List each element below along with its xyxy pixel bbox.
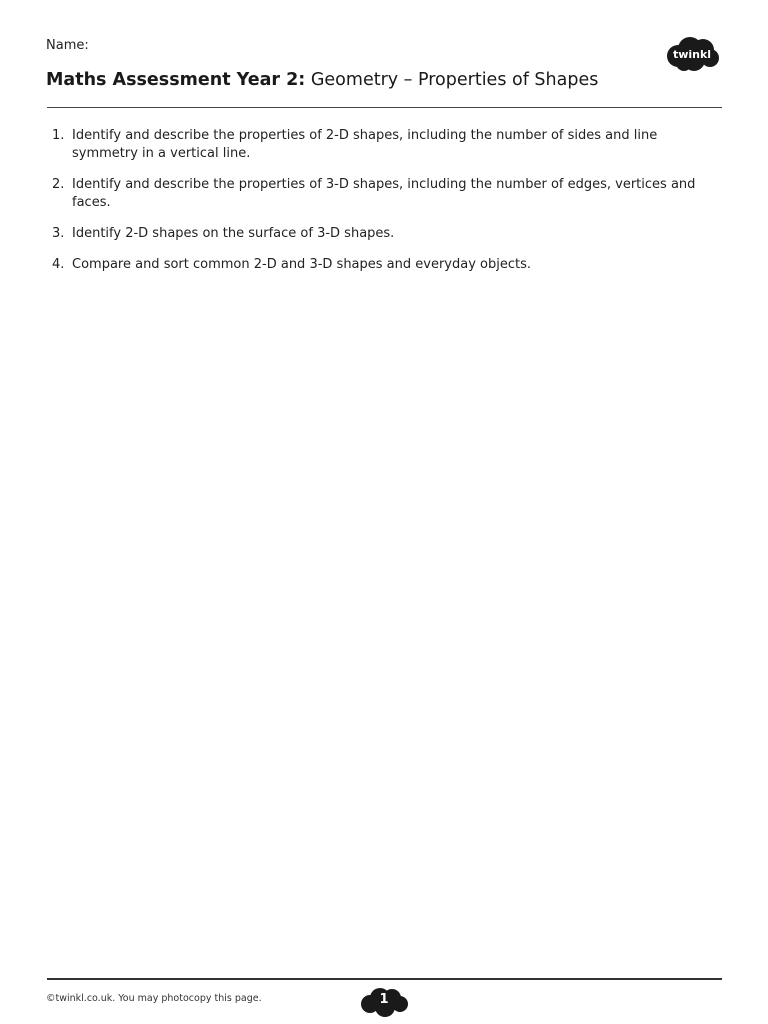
objective-number: 1.: [52, 128, 65, 143]
title-bold: Maths Assessment Year 2:: [46, 70, 306, 90]
objective-text: Identify and describe the properties of 2-D shapes, including the number of sides and line symmetry in a vertical line.: [72, 128, 658, 161]
title-subject: Geometry – Properties of Shapes: [305, 70, 599, 90]
objective-number: 2.: [52, 177, 65, 192]
objective-item: [47, 127, 719, 163]
copyright-notice: ©twinkl.co.uk. You may photocopy this page.: [46, 993, 262, 1004]
objectives-list: [47, 127, 719, 287]
page-number: 1: [379, 992, 389, 1007]
objective-text: Identify and describe the properties of 3-D shapes, including the number of edges, vertices and faces.: [72, 177, 696, 210]
objective-number: 3.: [52, 226, 65, 241]
objective-item: [47, 256, 719, 274]
twinkl-logo: [664, 36, 720, 72]
objective-text: Identify 2-D shapes on the surface of 3-D shapes.: [72, 226, 395, 241]
page-title: [46, 70, 598, 90]
header-divider: [47, 107, 722, 108]
objective-number: 4.: [52, 257, 65, 272]
logo-wordmark: twinkl: [672, 48, 712, 61]
objective-item: [47, 225, 719, 243]
objective-item: [47, 176, 719, 212]
footer-divider: [47, 978, 722, 980]
objective-text: Compare and sort common 2-D and 3-D shapes and everyday objects.: [72, 257, 532, 272]
name-label: Name:: [46, 38, 89, 53]
